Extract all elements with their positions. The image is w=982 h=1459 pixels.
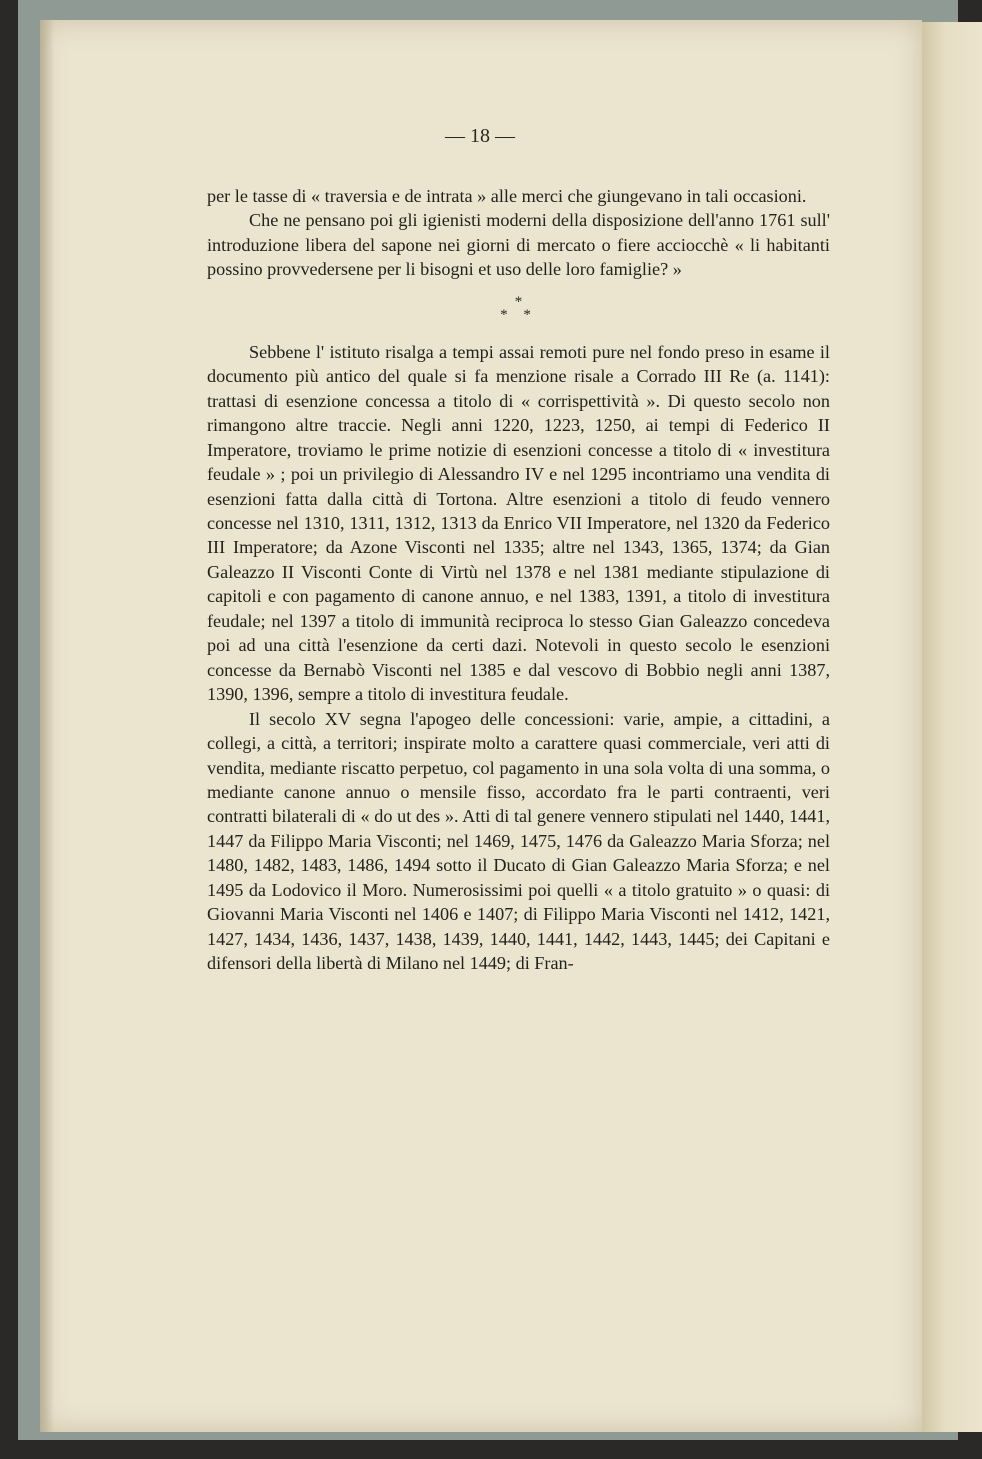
page-number: — 18 — xyxy=(445,125,515,147)
paragraph-continued: per le tasse di « traversia e de intrata » alle merci che giungevano in tali occasioni. xyxy=(207,186,807,206)
paragraph: Il secolo XV segna l'apogeo delle concessioni: varie, ampie, a cittadini, a collegi, a città, a territori; inspirate molto a carattere quasi commerciale, veri atti di vendita, mediante riscatto perpetuo, col pagamento in una sola volta di una somma, o mediante canone annuo o mensile fisso, accordato fra le parti contraenti, veri contratti bilaterali di « do ut des ». Atti di tal genere vennero stipulati nel 1440, 1441, 1447 da Filippo Maria Visconti; nel 1469, 1475, 1476 da Galeazzo Maria Sforza; nel 1480, 1482, 1483, 1486, 1494 sotto il Ducato di Gian Galeazzo Maria Sforza; e nel 1495 da Lodovico il Moro. Numerosissimi poi quelli « a titolo gratuito » o quasi: di Giovanni Maria Visconti nel 1406 e 1407; di Filippo Maria Visconti nel 1412, 1421, 1427, 1434, 1436, 1437, 1438, 1439, 1440, 1441, 1442, 1443, 1445; dei Capitani e difensori della libertà di Milano nel 1449; di Fran- xyxy=(207,708,830,974)
paragraph: Sebbene l' istituto risalga a tempi assai remoti pure nel fondo preso in esame il documento più antico del quale si fa menzione risale a Corrado III Re (a. 1141): trattasi di esenzione concessa a titolo di « corrispettività ». Di questo secolo non rimangono altre traccie. Negli anni 1220, 1223, 1250, ai tempi di Federico II Imperatore, troviamo le prime notizie di esenzioni concesse a titolo di « investitura feudale » ; poi un privilegio di Alessandro IV e nel 1295 incontriamo una vendita di esenzioni fatta dalla città di Tortona. Altre esenzioni a titolo di feudo vennero concesse nel 1310, 1311, 1312, 1313 da Enrico VII Imperatore, nel 1320 da Federico III Imperatore; da Azone Visconti nel 1335; altre nel 1343, 1365, 1374; da Gian Galeazzo II Visconti Conte di Virtù nel 1378 e nel 1381 mediante stipulazione di capitoli e con pagamento di canone annuo, e nel 1383, 1391, a titolo di investitura feudale; nel 1397 a titolo di immunità reciproca lo stesso Gian Galeazzo concedeva poi ad una città l'esenzione da certi dazi. Notevoli in questo secolo le esenzioni concesse da Bernabò Visconti nel 1385 e dal vescovo di Bobbio negli anni 1387, 1390, 1396, sempre a titolo di investitura feudale. xyxy=(207,341,830,705)
paragraph: Che ne pensano poi gli igienisti moderni della disposizione dell'anno 1761 sull' introduzione libera del sapone nei giorni di mercato o fiere acciocchè « li habitanti possino provvedersene per li bisogni et uso delle loro famiglie? » xyxy=(207,210,830,280)
asterism-top: * xyxy=(514,293,523,310)
next-page-edge xyxy=(920,22,982,1432)
asterism-bottom: * * xyxy=(500,306,537,323)
body-text xyxy=(207,184,830,976)
asterism-separator xyxy=(207,293,830,323)
